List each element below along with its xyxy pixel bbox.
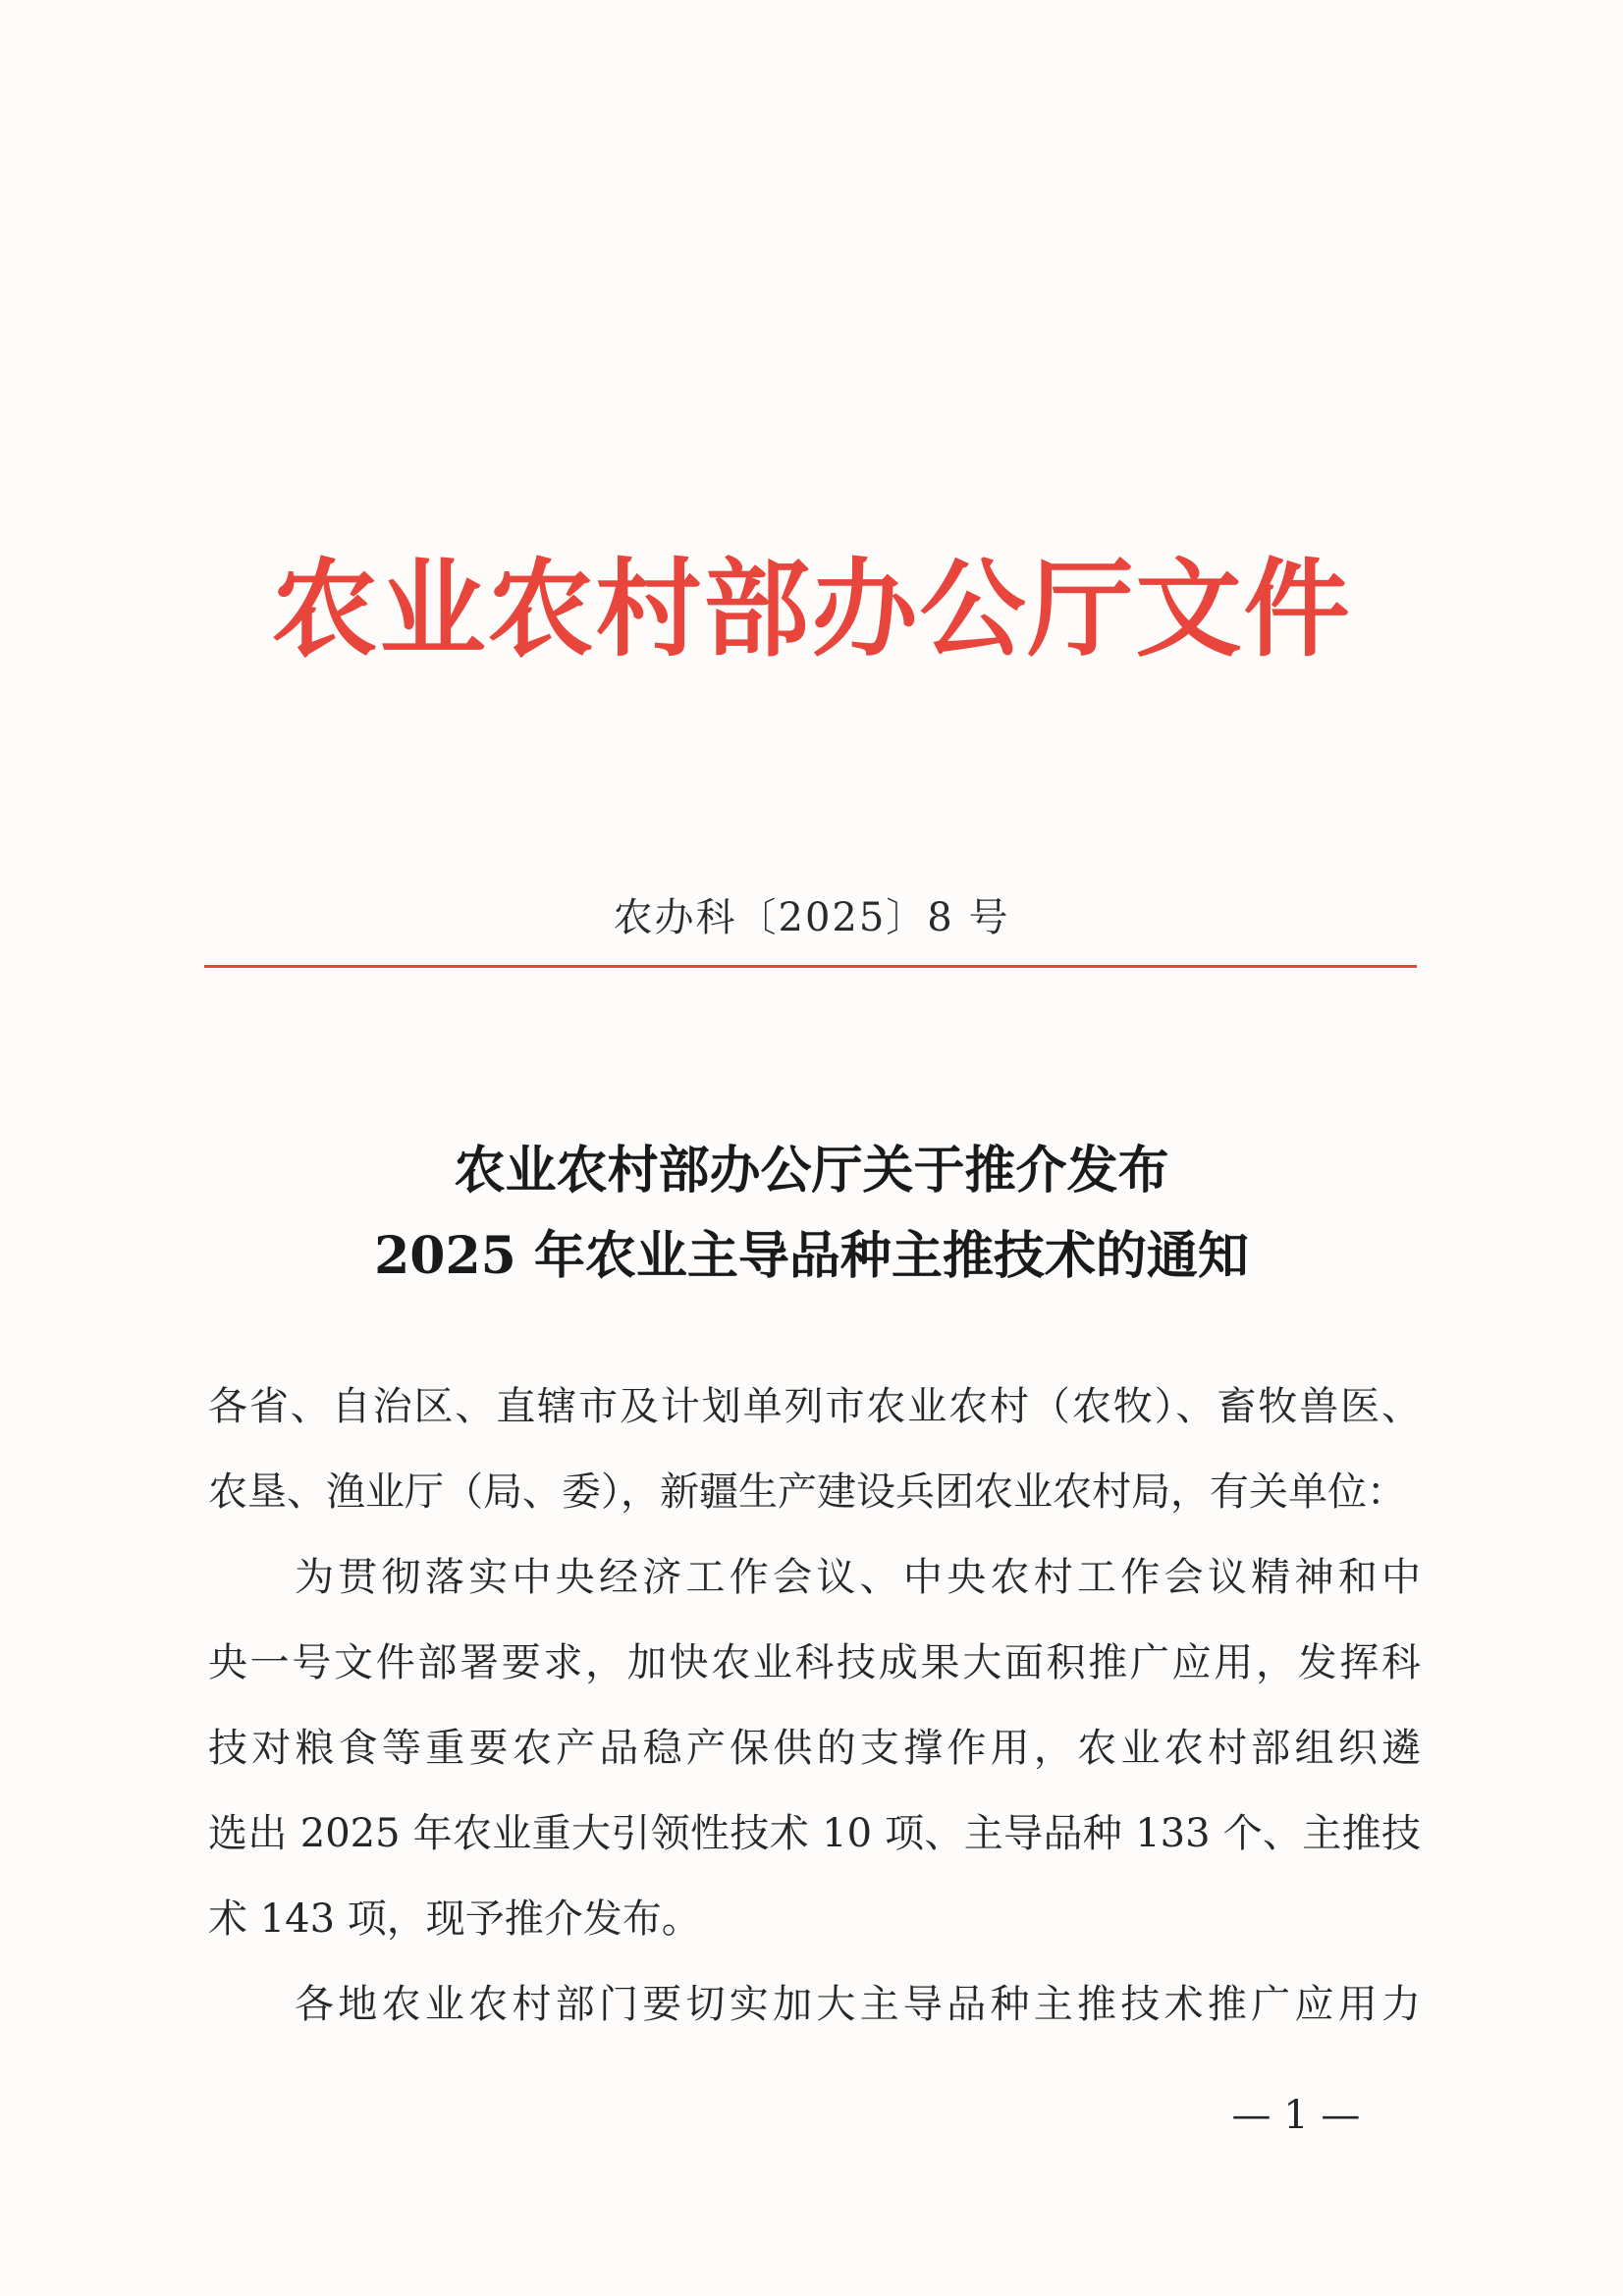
notice-title-line-1: 农业农村部办公厅关于推介发布 [454, 1141, 1169, 1201]
addressee-line-2: 农垦、渔业厅（局、委），新疆生产建设兵团农业农村局，有关单位： [208, 1469, 1406, 1515]
page-number: — 1 — [1231, 2093, 1361, 2138]
masthead-title: 农业农村部办公厅文件 [271, 549, 1352, 671]
addressee-line-1: 各省、自治区、直辖市及计划单列市农业农村（农牧）、畜牧兽医、 [208, 1384, 1421, 1429]
paragraph-2-line-1: 各地农业农村部门要切实加大主导品种主推技术推广应用力 [295, 1982, 1421, 2027]
paragraph-1-line-4: 选出 2025 年农业重大引领性技术 10 项、主导品种 133 个、主推技 [208, 1811, 1421, 1856]
document-number: 农办科〔2025〕8 号 [613, 895, 1010, 940]
paragraph-1-line-1: 为贯彻落实中央经济工作会议、中央农村工作会议精神和中 [295, 1555, 1421, 1600]
paragraph-1-line-3: 技对粮食等重要农产品稳产保供的支撑作用，农业农村部组织遴 [208, 1726, 1421, 1771]
paragraph-1-line-5: 术 143 项，现予推介发布。 [208, 1896, 701, 1942]
red-divider-line [204, 965, 1417, 968]
notice-title-line-2: 2025 年农业主导品种主推技术的通知 [374, 1226, 1249, 1286]
paragraph-1-line-2: 央一号文件部署要求，加快农业科技成果大面积推广应用，发挥科 [208, 1640, 1421, 1685]
